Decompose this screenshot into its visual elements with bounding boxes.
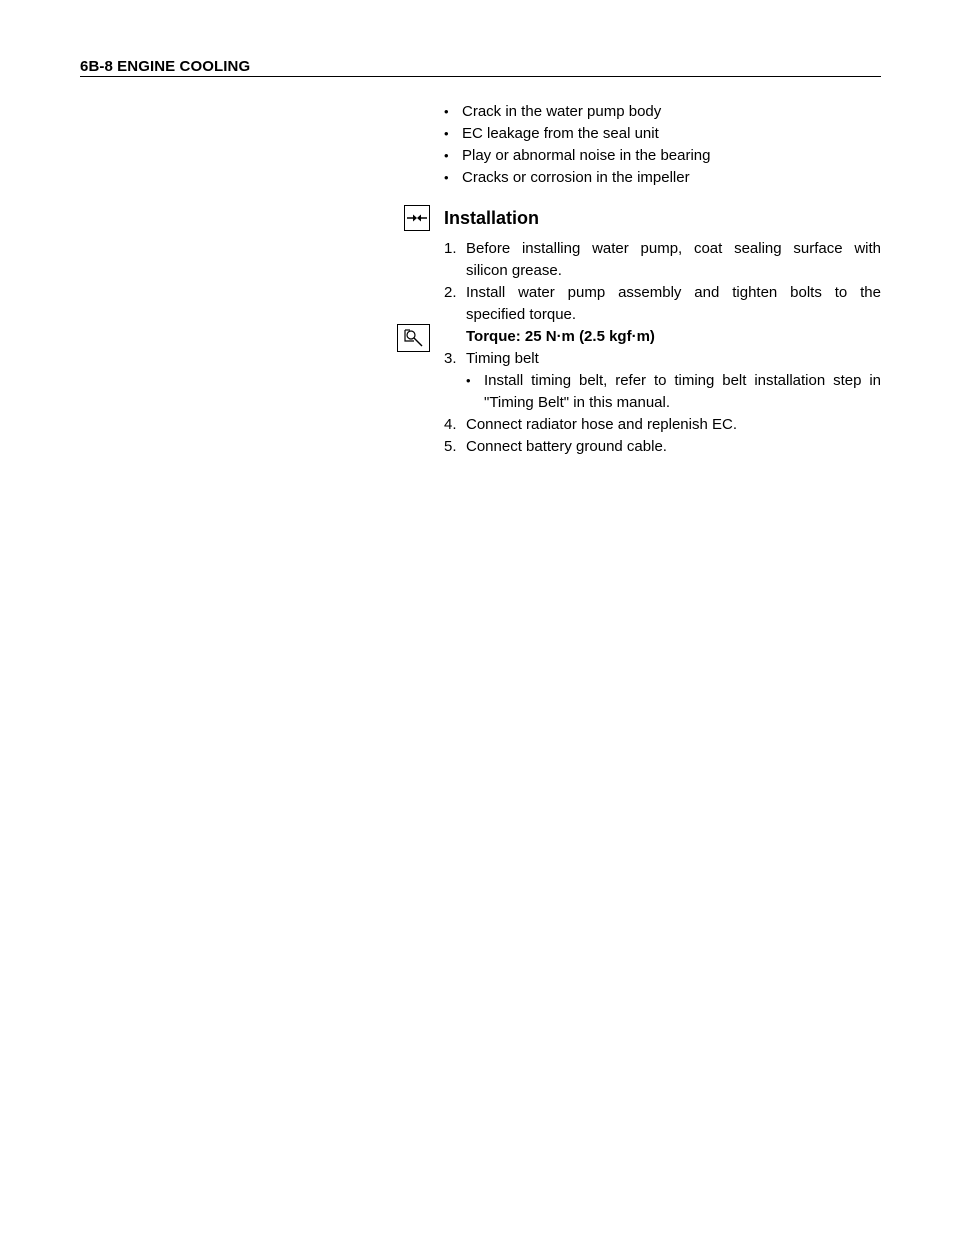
substep-text-line: "Timing Belt" in this manual. — [484, 394, 670, 411]
step-text — [466, 238, 881, 282]
bullet-icon: • — [444, 170, 449, 185]
step-4 — [444, 414, 881, 436]
step-1 — [444, 238, 881, 282]
step-text: Timing belt — [466, 350, 539, 367]
substep-text — [484, 370, 881, 414]
step-text: Connect battery ground cable. — [466, 438, 667, 455]
substep-text-line: Install timing belt, refer to timing belt installation step in — [484, 372, 881, 389]
list-item — [444, 123, 710, 145]
step-text-line: silicon grease. — [466, 262, 562, 279]
torque-spec: Torque: 25 N·m (2.5 kgf·m) — [466, 328, 655, 345]
bullet-icon: • — [444, 126, 449, 141]
list-item-text: Crack in the water pump body — [462, 103, 662, 120]
step-5 — [444, 436, 881, 458]
bullet-icon: • — [444, 148, 449, 163]
bullet-icon: • — [444, 104, 449, 119]
list-item-text: Play or abnormal noise in the bearing — [462, 147, 711, 164]
bullet-icon: • — [466, 373, 471, 388]
header-rule — [80, 76, 881, 77]
step-text-line: Before installing water pump, coat sealing surface with — [466, 240, 881, 257]
step-number: 4. — [444, 416, 457, 433]
step-number: 2. — [444, 284, 457, 301]
step-2 — [444, 282, 881, 326]
section-title: Installation — [444, 208, 540, 228]
step-text — [466, 282, 881, 326]
step-text: Connect radiator hose and replenish EC. — [466, 416, 737, 433]
list-item-text: EC leakage from the seal unit — [462, 125, 659, 142]
page-header: 6B-8 ENGINE COOLING — [80, 58, 251, 75]
installation-arrows-icon — [404, 205, 430, 231]
torque-wrench-glyph — [402, 327, 426, 349]
list-item — [444, 101, 710, 123]
list-item-text: Cracks or corrosion in the impeller — [462, 169, 690, 186]
torque-wrench-icon — [397, 324, 430, 352]
step-text-line: Install water pump assembly and tighten bolts to the — [466, 284, 881, 301]
step-text-line: specified torque. — [466, 306, 577, 323]
list-item — [444, 145, 710, 167]
step-3-substep — [444, 370, 881, 414]
step-number: 1. — [444, 240, 457, 257]
inspection-list — [444, 101, 710, 189]
list-item — [444, 167, 710, 189]
step-number: 3. — [444, 350, 457, 367]
step-number: 5. — [444, 438, 457, 455]
step-3 — [444, 348, 881, 370]
installation-steps — [444, 238, 881, 458]
installation-arrows-glyph — [406, 212, 428, 224]
